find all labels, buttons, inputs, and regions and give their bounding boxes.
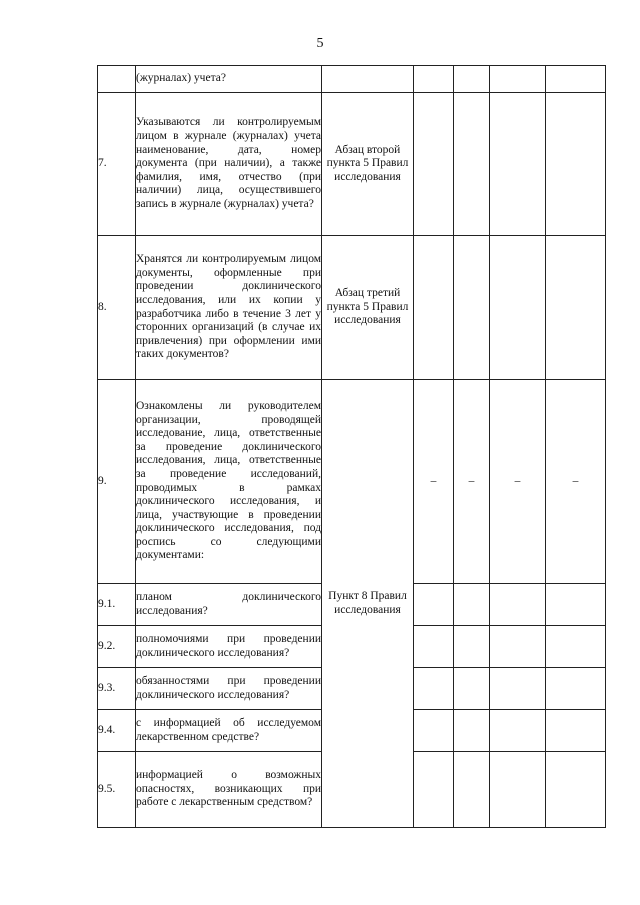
question-text: полномочиями при проведении доклинического исследования? <box>136 626 322 668</box>
question-text: обязанностями при проведении доклинического исследования? <box>136 668 322 710</box>
question-text: (журналах) учета? <box>136 66 322 93</box>
question-text: Указываются ли контролируемым лицом в журнале (журналах) учета наименование, дата, номер документа (при наличии), а также фамилия, имя, отчество (при наличии) лица, осуществившего запись в журнале (журналах) учета? <box>136 93 322 236</box>
row-number: 9.2. <box>98 626 136 668</box>
table-row <box>98 236 606 380</box>
table-row <box>98 380 606 584</box>
legal-reference: Абзац третий пункта 5 Правил исследования <box>322 236 414 380</box>
question-text: с информацией об исследуемом лекарственном средстве? <box>136 710 322 752</box>
row-number: 7. <box>98 93 136 236</box>
row-number: 8. <box>98 236 136 380</box>
legal-reference: Пункт 8 Правил исследования <box>322 380 414 828</box>
table-row <box>98 66 606 93</box>
legal-reference: Абзац второй пункта 5 Правил исследования <box>322 93 414 236</box>
table-row <box>98 93 606 236</box>
question-text: информацией о возможных опасностях, возникающих при работе с лекарственным средством? <box>136 752 322 828</box>
row-number: 9. <box>98 380 136 584</box>
page-number: 5 <box>316 36 324 51</box>
row-number: 9.5. <box>98 752 136 828</box>
row-number: 9.1. <box>98 584 136 626</box>
row-number <box>98 66 136 93</box>
question-text: планом доклинического исследования? <box>136 584 322 626</box>
row-number: 9.3. <box>98 668 136 710</box>
not-applicable-mark: – <box>414 380 454 584</box>
not-applicable-mark: – <box>546 380 606 584</box>
question-text: Хранятся ли контролируемым лицом документы, оформленные при проведении доклинического исследования, или их копии у разработчика либо в течение 3 лет у сторонних организаций (в случае их привлечения) при оформлении ими таких документов? <box>136 236 322 380</box>
question-text: Ознакомлены ли руководителем организации, проводящей исследование, лица, ответственные за проведение доклинического исследования, лица, ответственные за проведение исследований, проводимых в рамках доклинического исследования, и лица, участвующие в проведении доклинического исследования, под роспись со следующими документами: <box>136 380 322 584</box>
not-applicable-mark: – <box>490 380 546 584</box>
checklist-table <box>97 65 606 828</box>
row-number: 9.4. <box>98 710 136 752</box>
not-applicable-mark: – <box>454 380 490 584</box>
